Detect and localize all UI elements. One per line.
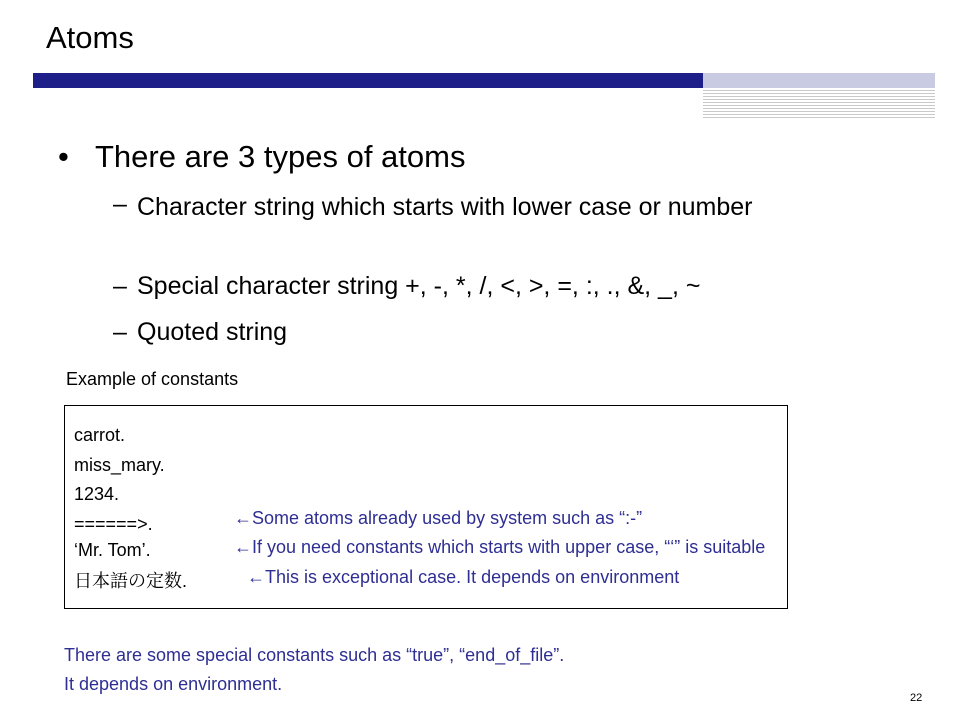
bullet-icon: • <box>58 139 69 174</box>
example-item: 日本語の定数. <box>74 571 188 591</box>
note-exceptional: ←This is exceptional case. It depends on environment <box>247 567 680 587</box>
dash-icon: – <box>113 190 127 218</box>
example-label: Example of constants <box>66 369 239 389</box>
example-item: ======>. <box>74 514 153 534</box>
dash-icon: – <box>113 318 127 346</box>
slide-title: Atoms <box>46 20 134 55</box>
note-upper-case: ←If you need constants which starts with upper case, “‘” is suitable <box>234 537 766 557</box>
title-underline-bar-light <box>703 73 935 88</box>
example-item: carrot. <box>74 425 126 445</box>
dash-icon: – <box>113 272 127 300</box>
sub-point-1: Character string which starts with lower case or number <box>137 193 753 221</box>
example-item: ‘Mr. Tom’. <box>74 540 151 560</box>
page-number: 22 <box>910 692 923 704</box>
sub-point-2: Special character string +, -, *, /, <, >, =, :, ., &, _, ~ <box>137 272 701 300</box>
footer-line-1: There are some special constants such as “true”, “end_of_file”. <box>64 645 565 665</box>
example-item: miss_mary. <box>74 455 165 475</box>
decorative-lines <box>703 90 935 120</box>
footer-line-2: It depends on environment. <box>64 674 283 694</box>
sub-point-3: Quoted string <box>137 318 288 346</box>
note-system-atoms: ←Some atoms already used by system such as “:-” <box>234 508 643 528</box>
title-underline-bar <box>33 73 703 88</box>
example-item: 1234. <box>74 484 120 504</box>
main-bullet-text: There are 3 types of atoms <box>95 139 466 174</box>
